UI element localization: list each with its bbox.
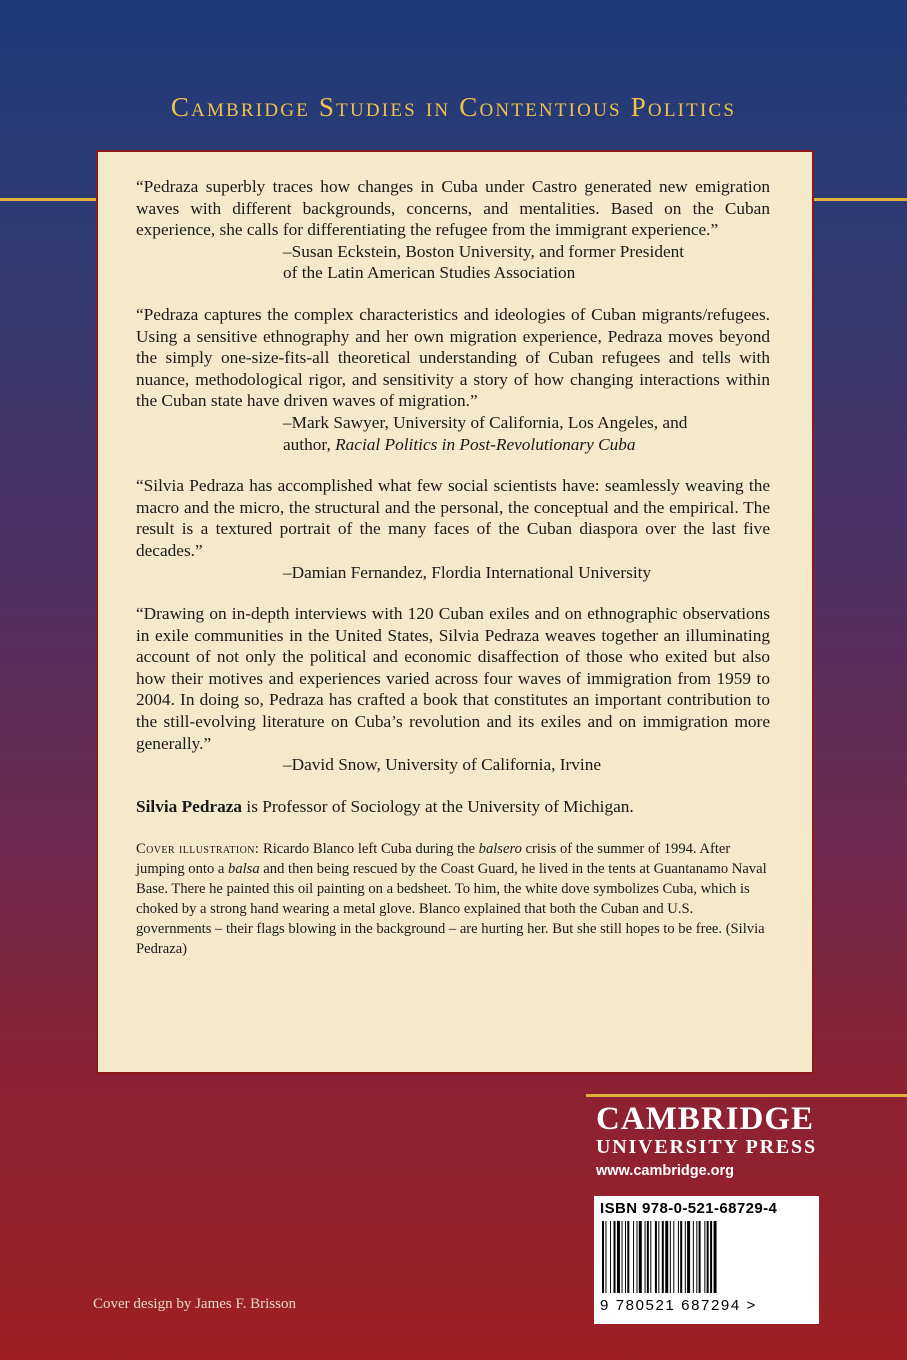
publisher-website: www.cambridge.org: [596, 1163, 735, 1179]
barcode-digits: 9 780521 687294 >: [600, 1297, 757, 1314]
cover-design-credit: Cover design by James F. Brisson: [93, 1296, 296, 1312]
barcode-box: [594, 1196, 819, 1324]
quote-attribution: –Mark Sawyer, University of California, Los Angeles, and author, Racial Politics in Post-Revolutionary Cuba: [283, 412, 688, 454]
review-quote-4: [136, 603, 770, 776]
author-bio: Silvia Pedraza is Professor of Sociology at the University of Michigan.: [136, 796, 634, 816]
publisher-logo: [596, 1102, 817, 1179]
isbn-label: ISBN 978-0-521-68729-4: [600, 1200, 778, 1217]
quote-attribution: –David Snow, University of California, Irvine: [283, 755, 602, 775]
review-quote-1: [136, 176, 770, 284]
quote-text: “Drawing on in-depth interviews with 120 Cuban exiles and on ethnographic observations in exile communities in the United States, Silvia Pedraza weaves together an illuminating account of not only the political and economic disaffection of those who exited but also how their motives and experiences varied across four waves of immigration from 1959 to 2004. In doing so, Pedraza has crafted a book that constitutes an important contribution to the still-evolving literature on Cuba’s revolution and its exiles and on immigration more generally.”: [136, 604, 770, 753]
quote-attribution: –Damian Fernandez, Flordia International University: [283, 562, 652, 582]
quote-text: “Pedraza superbly traces how changes in Cuba under Castro generated new emigration waves with different backgrounds, concerns, and mentalities. Based on the Cuban experience, she calls for differentiating the refugee from the immigrant experience.”: [136, 177, 770, 240]
publisher-subname: UNIVERSITY PRESS: [596, 1136, 817, 1158]
author-name: Silvia Pedraza: [136, 796, 243, 816]
publisher-name: CAMBRIDGE: [596, 1101, 815, 1137]
blurb-panel: [96, 150, 814, 1074]
barcode-icon: [600, 1221, 808, 1293]
quote-text: “Pedraza captures the complex characteristics and ideologies of Cuban migrants/refugees. Using a sensitive ethnography and her own migration experience, Pedraza moves beyond the simply one-size-fits-all theoretical understanding of Cuban refugees and tells with nuance, methodological rigor, and sensitivity a story of how changing interactions within the Cuban state have driven waves of migration.”: [136, 304, 770, 411]
series-title: Cambridge Studies in Contentious Politics: [170, 92, 737, 122]
review-quote-3: [136, 475, 770, 583]
review-quote-2: [136, 304, 770, 455]
book-title: Racial Politics in Post-Revolutionary Cuba: [335, 434, 636, 454]
quote-text: “Silvia Pedraza has accomplished what few social scientists have: seamlessly weaving the macro and the micro, the structural and the personal, the conceptual and the empirical. The result is a textured portrait of the many faces of the Cuban diaspora over the last five decades.”: [136, 476, 770, 560]
quote-attribution: –Susan Eckstein, Boston University, and former President of the Latin American Studies Association: [283, 241, 685, 283]
cover-illustration-note: Cover illustration: Ricardo Blanco left Cuba during the balsero crisis of the summer of 1994. After jumping onto a balsa and then being rescued by the Coast Guard, he lived in the tents at Guantanamo Naval Base. There he painted this oil painting on a bedsheet. To him, the white dove symbolizes Cuba, which is choked by a strong hand wearing a metal glove. Blanco explained that both the Cuban and U.S. governments – their flags blowing in the background – are hurting her. But she still hopes to be free. (Silvia Pedraza): [136, 841, 767, 958]
gold-rule-bottom: [586, 1094, 907, 1097]
